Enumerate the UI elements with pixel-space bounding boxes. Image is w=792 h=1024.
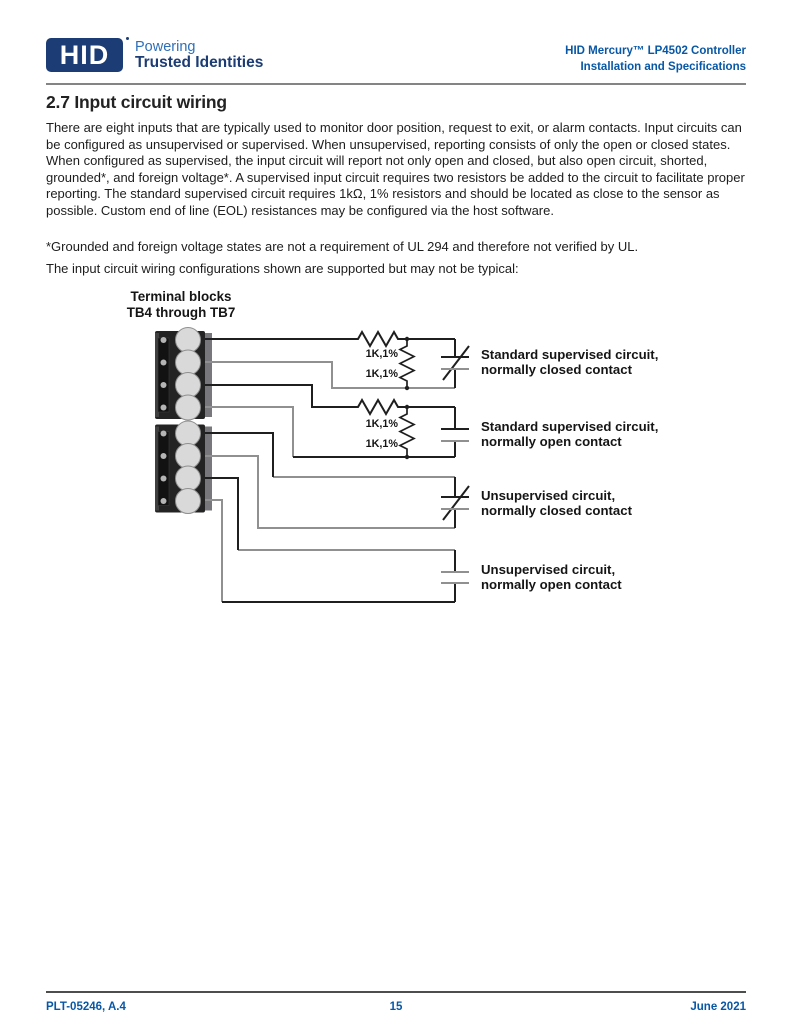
section-paragraph: There are eight inputs that are typically used to monitor door position, request to exit, or alarm contacts. Input circuits can be configured as unsupervised or supervised. When unsupervised, reporting consists of only the open or closed states. When configured as supervised, the input circuit will report not only open and closed, but also open circuit, shorted, grounded*, and foreign voltage*. A supervised input circuit requires two resistors be added to the circuit to facilitate proper reporting. The standard supervised circuit requires 1kΩ, 1% resistors and should be located as close to the sensor as possible. Custom end of line (EOL) resistances may be configured via the host software. — [46, 120, 745, 218]
terminal-block-upper — [155, 328, 212, 421]
circuit3-label-line2: normally closed contact — [481, 503, 632, 518]
circuit4-label-line2: normally open contact — [481, 577, 622, 592]
eol-resistors — [400, 339, 414, 457]
wire-circuit4-return-lead — [205, 500, 222, 602]
footer-page-number: 15 — [389, 1001, 403, 1013]
brand-tagline — [135, 39, 263, 71]
contact-circuit3-nc — [441, 477, 469, 528]
wire-circuit2-feed — [205, 385, 455, 414]
tagline-line2: Trusted Identities — [135, 54, 264, 71]
wire-circuit1-feed — [205, 332, 455, 346]
circuit4-label-line1: Unsupervised circuit, — [481, 562, 616, 577]
wires-gray — [205, 362, 455, 602]
terminal-block-lower — [155, 421, 212, 514]
hid-logo-text: HID — [59, 39, 110, 70]
tagline-line1: Powering — [135, 39, 196, 55]
header-divider — [46, 83, 746, 85]
logo-trademark-dot — [126, 37, 129, 40]
resistor-circuit2-parallel — [400, 407, 414, 457]
section-heading: 2.7 Input circuit wiring — [46, 92, 227, 112]
circuit3-label-line1: Unsupervised circuit, — [481, 488, 616, 503]
resistor-circuit1-parallel — [400, 339, 414, 388]
document-header-title — [346, 43, 746, 75]
wire-circuit3-return — [205, 456, 455, 528]
terminal-blocks-label-line1: Terminal blocks — [130, 289, 232, 304]
resistor-value-label: 1K,1% — [365, 348, 398, 360]
diagram-intro-line: The input circuit wiring configurations shown are supported but may not be typical: — [46, 261, 519, 276]
resistor-value-label: 1K,1% — [365, 438, 398, 450]
hid-logo — [46, 38, 123, 72]
doc-title-line2: Installation and Specifications — [580, 61, 746, 73]
ul-footnote: *Grounded and foreign voltage states are not a requirement of UL 294 and therefore not verified by UL. — [46, 239, 639, 254]
footer-doc-number: PLT-05246, A.4 — [46, 1001, 126, 1013]
circuit1-label-line2: normally closed contact — [481, 362, 632, 377]
resistor-value-label: 1K,1% — [365, 368, 398, 380]
terminal-blocks-label-line2: TB4 through TB7 — [126, 305, 236, 320]
wires-black — [205, 332, 455, 602]
contact-circuit4-no — [441, 550, 469, 602]
doc-title-line1: HID Mercury™ LP4502 Controller — [565, 45, 746, 57]
footer-divider — [46, 991, 746, 993]
circuit1-label-line1: Standard supervised circuit, — [481, 347, 659, 362]
contact-circuit1-nc — [441, 339, 469, 388]
circuit2-label-line2: normally open contact — [481, 434, 622, 449]
footer-date: June 2021 — [690, 1001, 746, 1013]
circuit2-label-line1: Standard supervised circuit, — [481, 419, 659, 434]
contact-circuit2-no — [441, 407, 469, 457]
input-circuit-wiring-diagram — [0, 285, 792, 615]
resistor-value-label: 1K,1% — [365, 418, 398, 430]
